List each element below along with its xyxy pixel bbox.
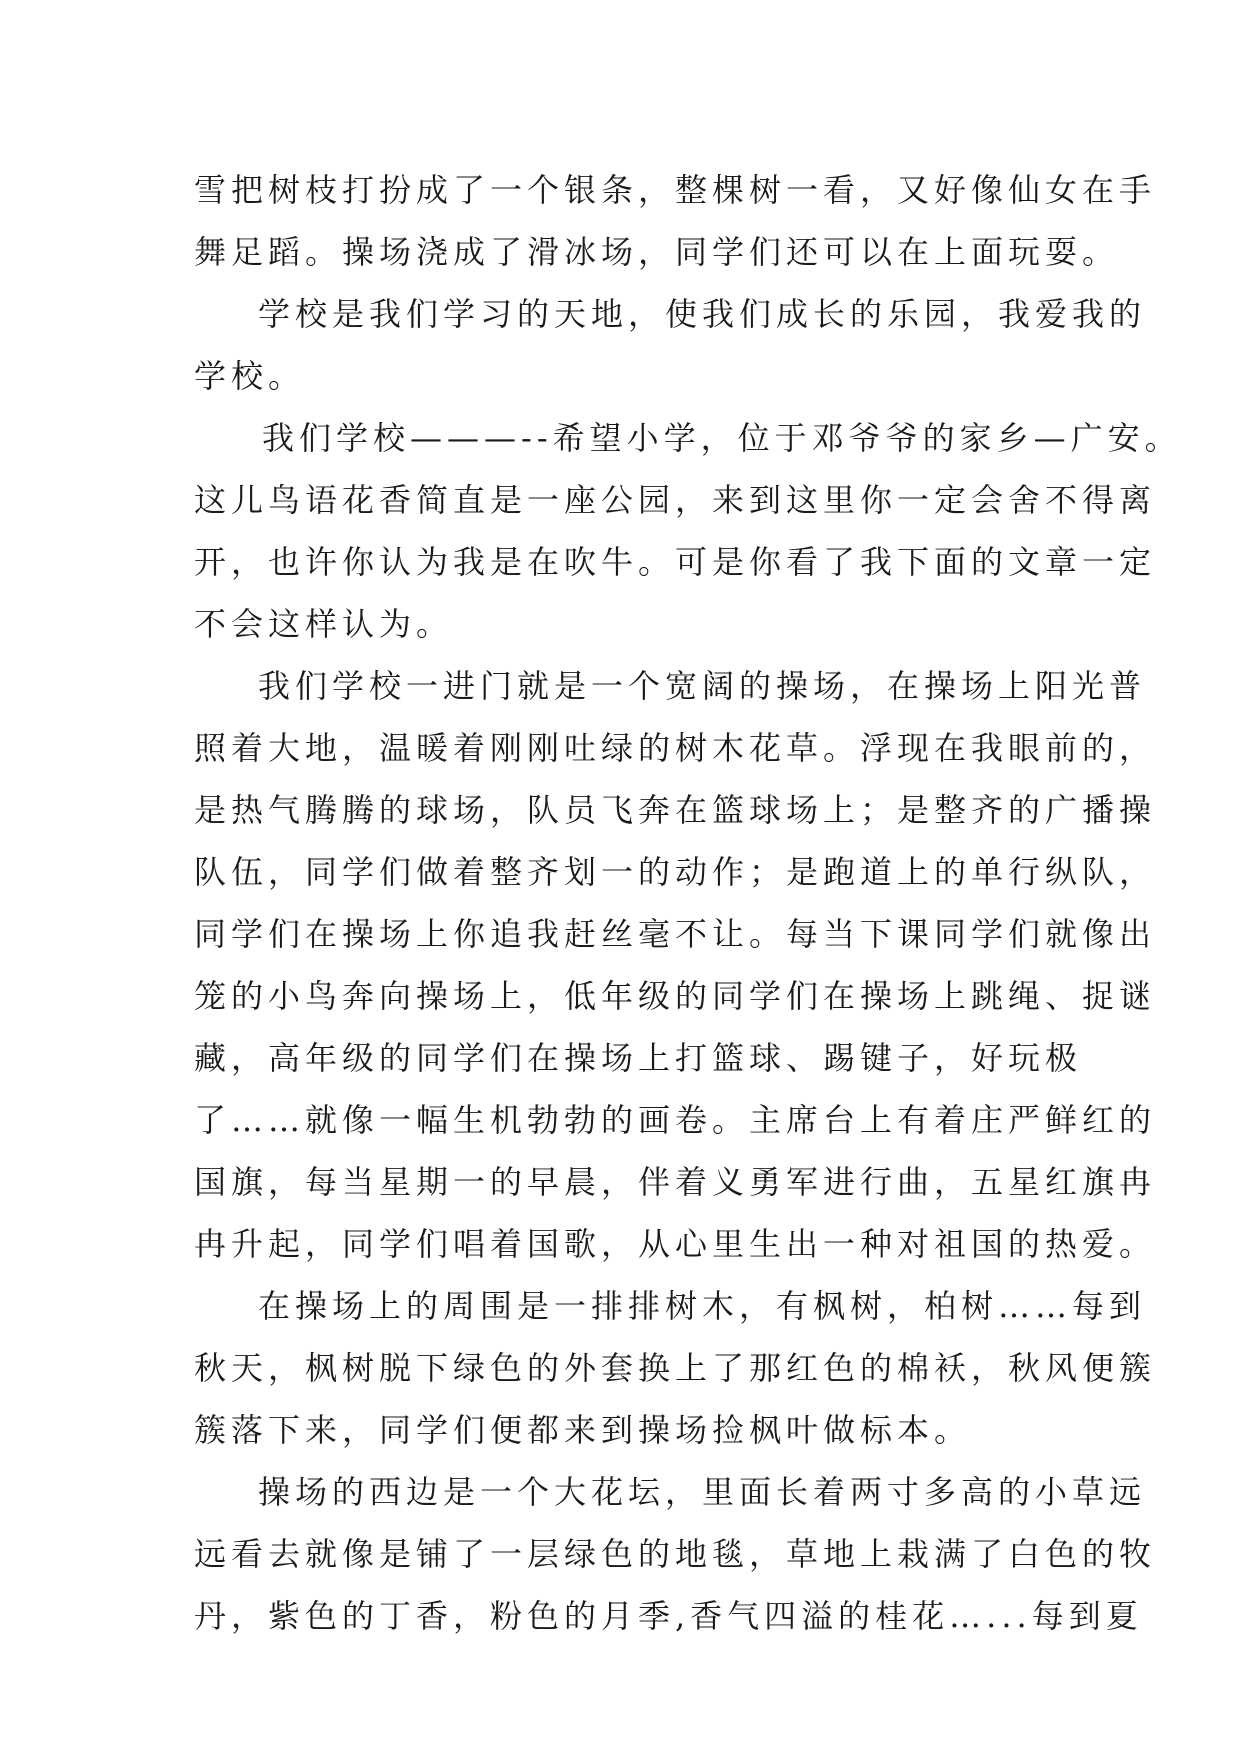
text-line: 丹，紫色的丁香，粉色的月季,香气四溢的桂花…...每到夏 bbox=[194, 1597, 1143, 1635]
text-line: 学校。 bbox=[194, 357, 306, 395]
paragraph-start-line: 我们学校一进门就是一个宽阔的操场，在操场上阳光普 bbox=[258, 667, 1147, 705]
text-line: 藏，高年级的同学们在操场上打篮球、踢键子，好玩极 bbox=[194, 1039, 1083, 1077]
text-line: 同学们在操场上你追我赶丝毫不让。每当下课同学们就像出 bbox=[194, 915, 1157, 953]
text-line: 这儿鸟语花香简直是一座公园，来到这里你一定会舍不得离 bbox=[194, 481, 1157, 519]
paragraph-start-line: 我们学校———--希望小学，位于邓爷爷的家乡—广安。 bbox=[262, 419, 1182, 457]
text-line: 了……就像一幅生机勃勃的画卷。主席台上有着庄严鲜红的 bbox=[194, 1101, 1157, 1139]
text-line: 不会这样认为。 bbox=[194, 605, 454, 643]
body-text bbox=[194, 159, 1182, 1647]
text-line: 照着大地，温暖着刚刚吐绿的树木花草。浮现在我眼前的， bbox=[194, 729, 1157, 767]
text-line: 是热气腾腾的球场，队员飞奔在篮球场上；是整齐的广播操 bbox=[194, 791, 1157, 829]
paragraph-start-line: 学校是我们学习的天地，使我们成长的乐园，我爱我的 bbox=[258, 295, 1147, 333]
text-line: 冉升起，同学们唱着国歌，从心里生出一种对祖国的热爱。 bbox=[194, 1225, 1157, 1263]
text-line: 开，也许你认为我是在吹牛。可是你看了我下面的文章一定 bbox=[194, 543, 1157, 581]
text-line: 国旗，每当星期一的早晨，伴着义勇军进行曲，五星红旗冉 bbox=[194, 1163, 1157, 1201]
text-line: 队伍，同学们做着整齐划一的动作；是跑道上的单行纵队， bbox=[194, 853, 1157, 891]
paragraph-start-line: 操场的西边是一个大花坛，里面长着两寸多高的小草远 bbox=[258, 1473, 1147, 1511]
text-line: 秋天，枫树脱下绿色的外套换上了那红色的棉袄，秋风便簇 bbox=[194, 1349, 1157, 1387]
text-line: 雪把树枝打扮成了一个银条，整棵树一看，又好像仙女在手 bbox=[194, 171, 1157, 209]
text-line: 簇落下来，同学们便都来到操场捡枫叶做标本。 bbox=[194, 1411, 972, 1449]
text-line: 远看去就像是铺了一层绿色的地毯，草地上栽满了白色的牧 bbox=[194, 1535, 1157, 1573]
paragraph-start-line: 在操场上的周围是一排排树木，有枫树，柏树……每到 bbox=[258, 1287, 1147, 1325]
text-line: 舞足蹈。操场浇成了滑冰场，同学们还可以在上面玩耍。 bbox=[194, 233, 1120, 271]
text-line: 笼的小鸟奔向操场上，低年级的同学们在操场上跳绳、捉谜 bbox=[194, 977, 1157, 1015]
